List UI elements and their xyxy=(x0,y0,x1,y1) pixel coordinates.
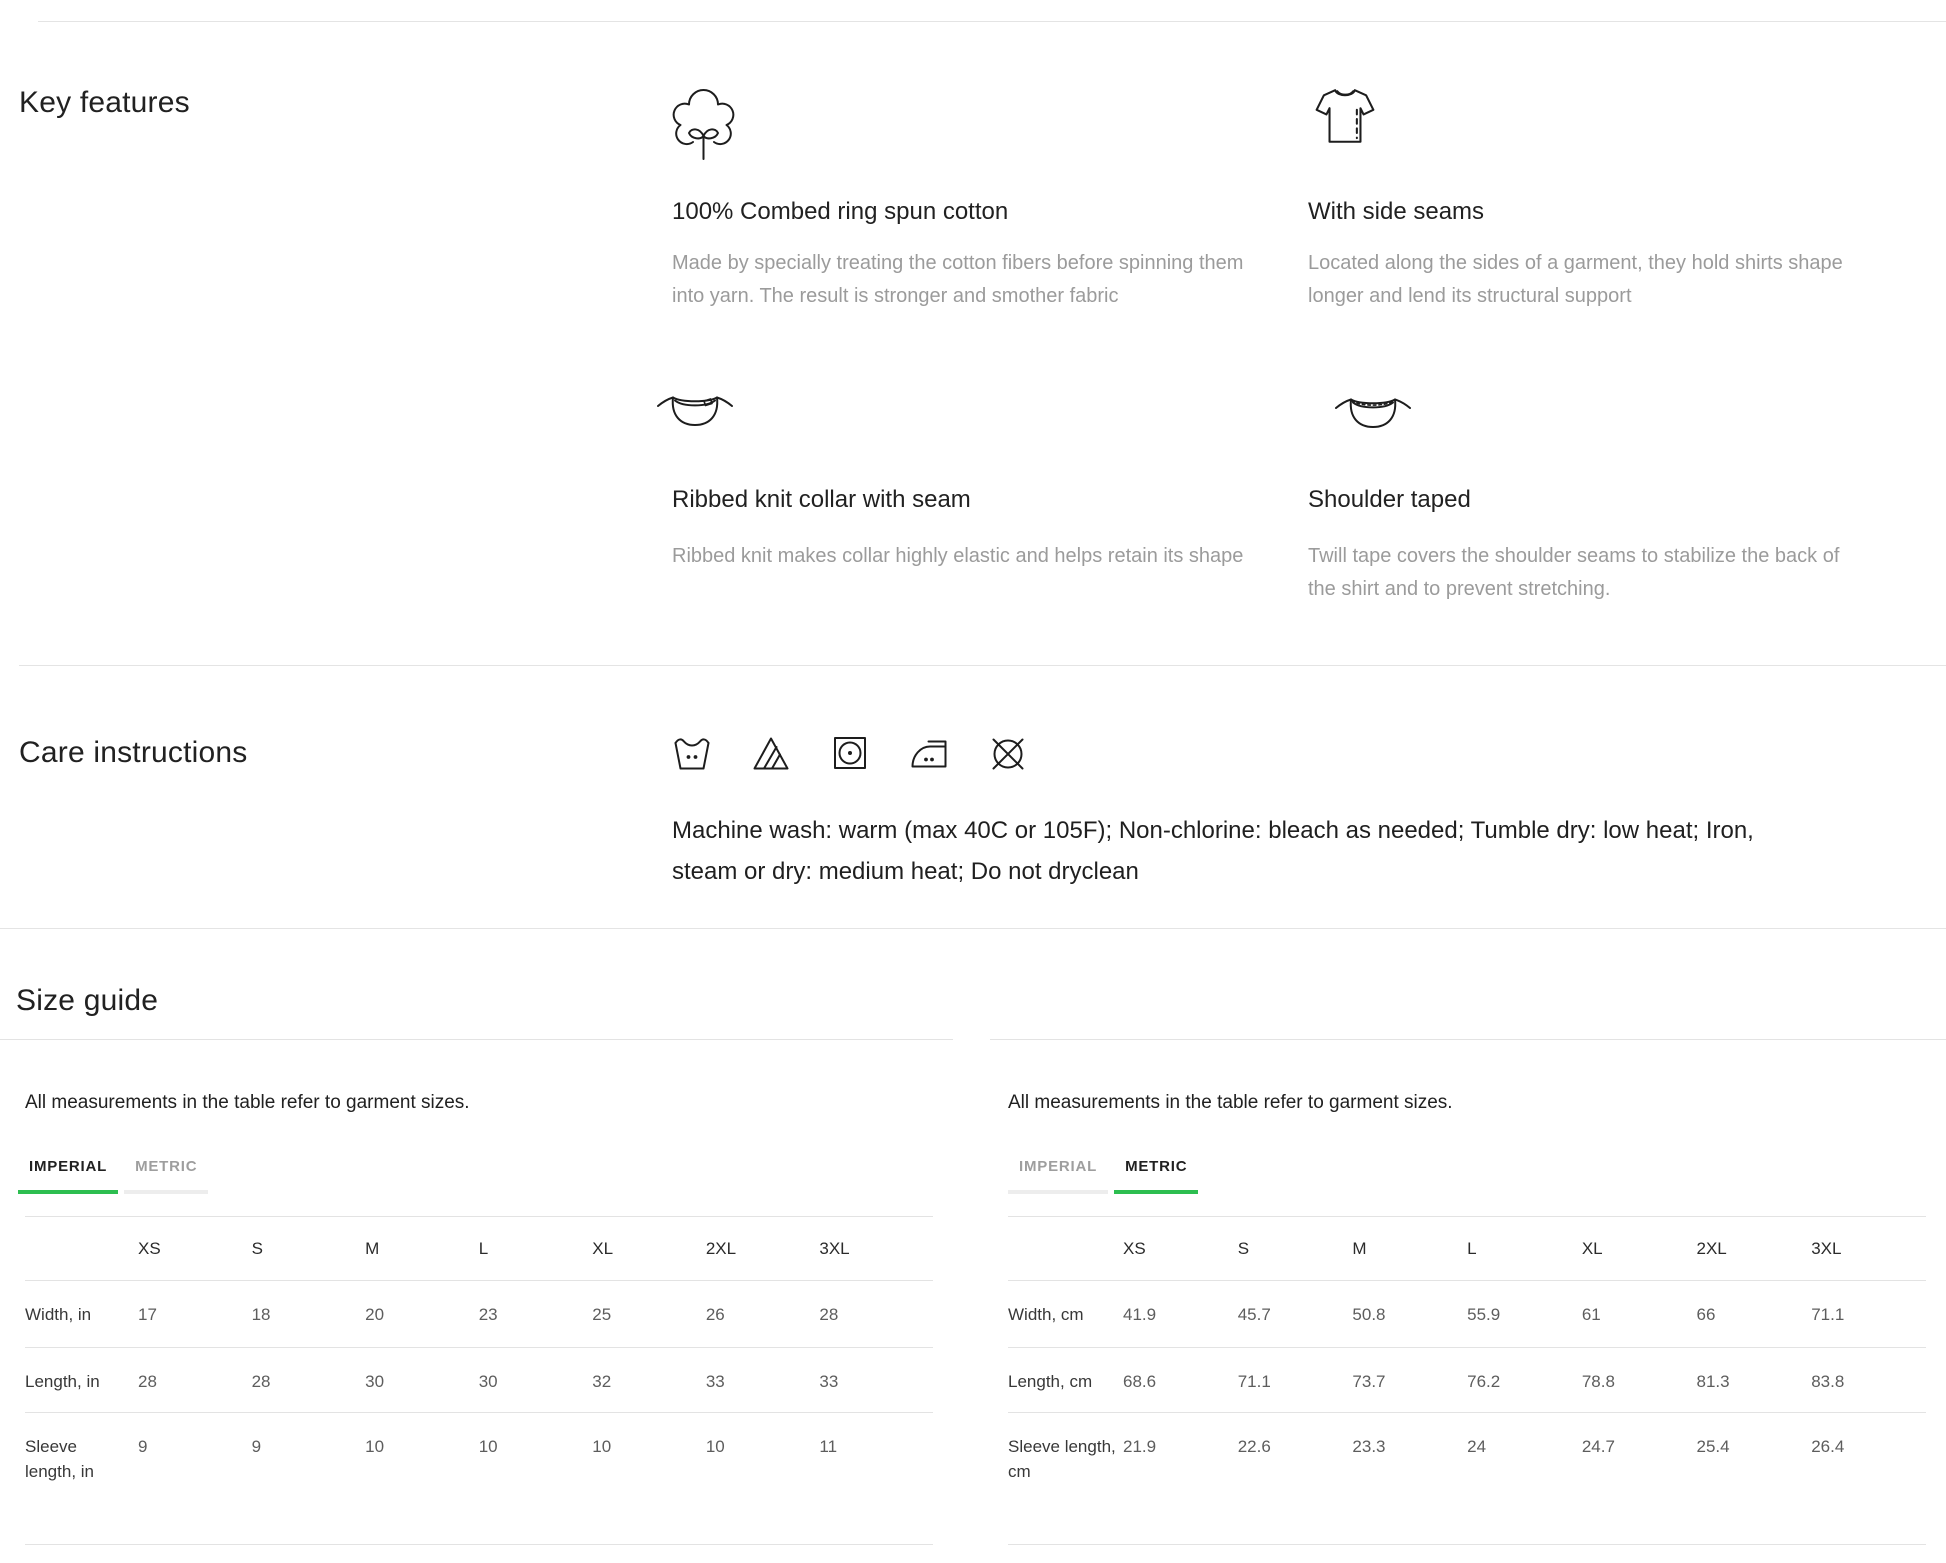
size-column-header: XL xyxy=(1582,1217,1697,1281)
size-value-cell: 26 xyxy=(706,1281,820,1348)
size-value-cell: 68.6 xyxy=(1123,1348,1238,1413)
care-instructions-text: Machine wash: warm (max 40C or 105F); Non-chlorine: bleach as needed; Tumble dry: low heat; Iron, steam or dry: medium heat; Do not dryclean xyxy=(672,817,1754,885)
size-value-cell: 26.4 xyxy=(1811,1413,1926,1545)
side-seams-icon xyxy=(1312,86,1378,153)
machine-wash-icon xyxy=(672,733,712,778)
size-table-imperial xyxy=(25,1216,933,1545)
row-label: Width, in xyxy=(25,1281,138,1348)
size-guide-panel-imperial xyxy=(0,1039,953,1563)
tab-imperial[interactable]: IMPERIAL xyxy=(18,1158,118,1194)
size-column-header: 2XL xyxy=(706,1217,820,1281)
size-value-cell: 33 xyxy=(706,1348,820,1413)
feature-title: Ribbed knit collar with seam xyxy=(672,486,971,513)
size-value-cell: 32 xyxy=(592,1348,706,1413)
size-value-cell: 23.3 xyxy=(1352,1413,1467,1545)
tab-metric[interactable]: METRIC xyxy=(1114,1158,1198,1194)
corner-header xyxy=(25,1217,138,1281)
size-value-cell: 10 xyxy=(479,1413,593,1545)
size-value-cell: 76.2 xyxy=(1467,1348,1582,1413)
row-label: Sleeve length, in xyxy=(25,1413,138,1545)
do-not-dryclean-icon xyxy=(988,733,1028,778)
size-column-header: 2XL xyxy=(1697,1217,1812,1281)
table-row xyxy=(25,1413,933,1545)
size-value-cell: 24.7 xyxy=(1582,1413,1697,1545)
cotton-icon xyxy=(672,86,736,167)
unit-tabs xyxy=(18,1158,208,1194)
size-column-header: 3XL xyxy=(819,1217,933,1281)
size-value-cell: 71.1 xyxy=(1238,1348,1353,1413)
size-value-cell: 21.9 xyxy=(1123,1413,1238,1545)
size-value-cell: 73.7 xyxy=(1352,1348,1467,1413)
feature-description: Twill tape covers the shoulder seams to stabilize the back of the shirt and to prevent stretching. xyxy=(1308,545,1840,600)
tumble-dry-icon xyxy=(830,733,870,778)
feature-description: Located along the sides of a garment, they hold shirts shape longer and lend its structural support xyxy=(1308,252,1843,307)
size-value-cell: 11 xyxy=(819,1413,933,1545)
feature-description: Ribbed knit makes collar highly elastic and helps retain its shape xyxy=(672,545,1244,567)
feature-description: Made by specially treating the cotton fibers before spinning them into yarn. The result is stronger and smother fabric xyxy=(672,252,1244,307)
measurements-note: All measurements in the table refer to garment sizes. xyxy=(25,1092,470,1113)
size-value-cell: 18 xyxy=(252,1281,366,1348)
size-value-cell: 25.4 xyxy=(1697,1413,1812,1545)
size-column-header: XS xyxy=(138,1217,252,1281)
size-value-cell: 81.3 xyxy=(1697,1348,1812,1413)
tab-imperial[interactable]: IMPERIAL xyxy=(1008,1158,1108,1194)
table-row xyxy=(25,1348,933,1413)
size-value-cell: 22.6 xyxy=(1238,1413,1353,1545)
top-divider xyxy=(38,21,1946,22)
table-header-row xyxy=(1008,1217,1926,1281)
measurements-note: All measurements in the table refer to garment sizes. xyxy=(1008,1092,1453,1113)
row-label: Length, in xyxy=(25,1348,138,1413)
feature-title: 100% Combed ring spun cotton xyxy=(672,198,1009,225)
care-instructions-heading: Care instructions xyxy=(19,736,248,769)
size-value-cell: 20 xyxy=(365,1281,479,1348)
size-value-cell: 23 xyxy=(479,1281,593,1348)
feature-title: Shoulder taped xyxy=(1308,486,1471,513)
size-column-header: L xyxy=(479,1217,593,1281)
size-value-cell: 10 xyxy=(706,1413,820,1545)
size-value-cell: 83.8 xyxy=(1811,1348,1926,1413)
size-value-cell: 28 xyxy=(138,1348,252,1413)
size-value-cell: 45.7 xyxy=(1238,1281,1353,1348)
table-row xyxy=(1008,1348,1926,1413)
size-value-cell: 41.9 xyxy=(1123,1281,1238,1348)
size-guide-panel-metric xyxy=(990,1039,1946,1563)
size-column-header: L xyxy=(1467,1217,1582,1281)
size-value-cell: 28 xyxy=(252,1348,366,1413)
size-value-cell: 71.1 xyxy=(1811,1281,1926,1348)
feature-title: With side seams xyxy=(1308,198,1485,225)
size-value-cell: 50.8 xyxy=(1352,1281,1467,1348)
table-row xyxy=(25,1281,933,1348)
row-label: Width, cm xyxy=(1008,1281,1123,1348)
size-value-cell: 25 xyxy=(592,1281,706,1348)
key-features-heading: Key features xyxy=(19,86,190,119)
table-row xyxy=(1008,1413,1926,1545)
section-divider xyxy=(0,928,1946,929)
size-column-header: S xyxy=(1238,1217,1353,1281)
size-column-header: 3XL xyxy=(1811,1217,1926,1281)
size-value-cell: 10 xyxy=(592,1413,706,1545)
size-column-header: XS xyxy=(1123,1217,1238,1281)
size-value-cell: 78.8 xyxy=(1582,1348,1697,1413)
size-table-metric xyxy=(1008,1216,1926,1545)
non-chlorine-bleach-icon xyxy=(751,733,791,778)
size-value-cell: 30 xyxy=(365,1348,479,1413)
size-value-cell: 61 xyxy=(1582,1281,1697,1348)
size-value-cell: 28 xyxy=(819,1281,933,1348)
row-label: Sleeve length, cm xyxy=(1008,1413,1123,1545)
size-column-header: XL xyxy=(592,1217,706,1281)
size-value-cell: 10 xyxy=(365,1413,479,1545)
unit-tabs xyxy=(1008,1158,1198,1194)
table-row xyxy=(1008,1281,1926,1348)
iron-icon xyxy=(909,733,949,778)
corner-header xyxy=(1008,1217,1123,1281)
size-column-header: M xyxy=(365,1217,479,1281)
section-divider xyxy=(19,665,1946,666)
size-value-cell: 9 xyxy=(138,1413,252,1545)
size-value-cell: 24 xyxy=(1467,1413,1582,1545)
size-guide-heading: Size guide xyxy=(16,984,159,1017)
care-icons-row xyxy=(672,733,1028,778)
size-value-cell: 30 xyxy=(479,1348,593,1413)
size-column-header: S xyxy=(252,1217,366,1281)
size-value-cell: 66 xyxy=(1697,1281,1812,1348)
size-value-cell: 9 xyxy=(252,1413,366,1545)
row-label: Length, cm xyxy=(1008,1348,1123,1413)
size-value-cell: 33 xyxy=(819,1348,933,1413)
table-header-row xyxy=(25,1217,933,1281)
shoulder-tape-icon xyxy=(1334,390,1412,441)
size-value-cell: 55.9 xyxy=(1467,1281,1582,1348)
size-value-cell: 17 xyxy=(138,1281,252,1348)
tab-metric[interactable]: METRIC xyxy=(124,1158,208,1194)
ribbed-collar-icon xyxy=(656,388,734,439)
size-column-header: M xyxy=(1352,1217,1467,1281)
